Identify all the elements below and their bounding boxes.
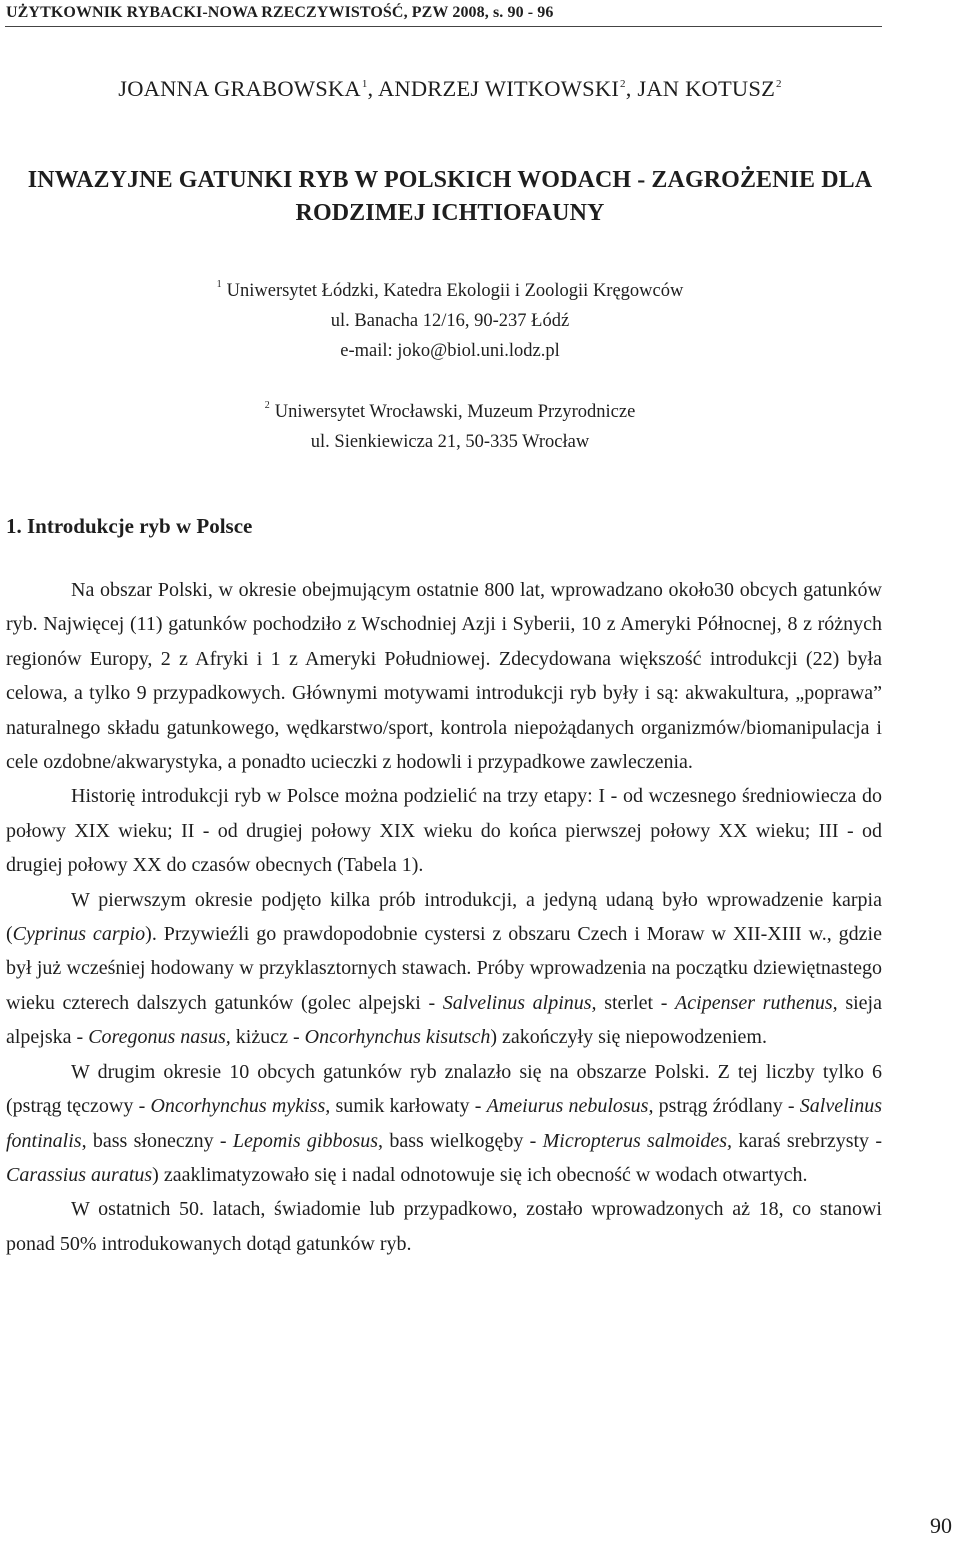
paragraph [6, 883, 882, 1055]
author-affiliation-mark: 2 [776, 78, 782, 90]
text-run: ) zakończyły się niepowodzeniem. [490, 1026, 767, 1049]
text-run: , bass słoneczny - [81, 1129, 233, 1152]
affiliation-name [0, 391, 900, 427]
text-run: sumik karłowaty - [330, 1095, 487, 1118]
paper-title [0, 164, 900, 230]
paragraph [6, 1192, 882, 1261]
species-name: Oncorhynchus kisutsch [304, 1026, 491, 1049]
species-name: Cyprinus carpio [12, 923, 146, 946]
text-run: , bass wielkogęby - [378, 1129, 543, 1152]
text-run: W drugim okresie 10 obcych gatunków ryb znalazło się na obszarze Polski. Z tej liczby tylko 6 (pstrąg tęczowy - [6, 1060, 882, 1118]
text-run: kiżucz - [230, 1026, 305, 1049]
paragraph [6, 779, 882, 882]
paragraph [6, 573, 882, 779]
text-run: Historię introdukcji ryb w Polsce można podzielić na trzy etapy: I - od wczesnego średniowiecza do połowy XIX wieku; II - od drugiej połowy XIX wieku do końca pierwszej połowy XX wieku; III - od drugiej połowy XX do czasów obecnych (Tabela 1). [6, 785, 882, 877]
species-name: Micropterus salmoides, [542, 1129, 733, 1152]
author-affiliation-mark: 2 [620, 78, 626, 90]
paragraph [6, 1055, 882, 1193]
text-run: W ostatnich 50. latach, świadomie lub przypadkowo, zostało wprowadzonych aż 18, co stanowi ponad 50% introdukowanych dotąd gatunków ryb. [6, 1198, 882, 1255]
author-name: ANDRZEJ WITKOWSKI [377, 76, 620, 101]
affiliation-address: ul. Banacha 12/16, 90-237 Łódź [330, 311, 570, 331]
species-name: Lepomis gibbosus [232, 1129, 379, 1152]
species-name: Salvelinus fontinalis [6, 1095, 883, 1152]
page-number: 90 [930, 1513, 952, 1538]
text-run: pstrąg źródlany - [653, 1095, 800, 1118]
text-run: karaś srebrzysty - [732, 1129, 882, 1152]
text-run: sterlet - [596, 991, 676, 1014]
affiliation-name-text: Uniwersytet Wrocławski, Muzeum Przyrodnicze [274, 402, 636, 422]
section-heading: 1. Introdukcje ryb w Polsce [6, 514, 253, 538]
title-line: RODZIMEJ ICHTIOFAUNY [295, 200, 605, 226]
affiliation-email: e-mail: joko@biol.uni.lodz.pl [340, 341, 560, 361]
header-rule [5, 26, 882, 27]
text-run: W pierwszym okresie podjęto kilka prób introdukcji, a jedyną udaną było wprowadzenie karpia ( [6, 888, 882, 946]
author-list [0, 76, 900, 102]
text-run: ). Przywieźli go prawdopodobnie cystersi z obszaru Czech i Moraw w XII-XIII w., gdzie był już wcześniej hodowany w przyklasztornych stawach. Próby wprowadzenia na początku dziewiętnastego wieku czterech dalszych gatunków (golec alpejski - [6, 923, 882, 1014]
author-separator: , [625, 76, 638, 101]
species-name: Coregonus nasus, [88, 1026, 231, 1049]
text-run: ) zaaklimatyzowało się i nadal odnotowuje się ich obecność w wodach otwartych. [152, 1163, 808, 1186]
running-head: UŻYTKOWNIK RYBACKI-NOWA RZECZYWISTOŚĆ, PZW 2008, s. 90 - 96 [6, 4, 554, 21]
species-name: Acipenser ruthenus, [675, 991, 838, 1014]
affiliation-mark: 1 [216, 279, 222, 290]
author-affiliation-mark: 1 [361, 78, 368, 90]
title-line: INWAZYJNE GATUNKI RYB W POLSKICH WODACH - ZAGROŻENIE DLA [27, 167, 873, 193]
author-separator: , [367, 76, 378, 101]
affiliation-2 [0, 391, 900, 457]
affiliation-mark: 2 [264, 400, 270, 411]
affiliation-1 [0, 270, 900, 366]
affiliation-name-text: Uniwersytet Łódzki, Katedra Ekologii i Zoologii Kręgowców [226, 281, 684, 301]
species-name: Carassius auratus [6, 1163, 153, 1186]
text-run: Na obszar Polski, w okresie obejmującym ostatnie 800 lat, wprowadzano około30 obcych gatunków ryb. Najwięcej (11) gatunków pochodziło z Wschodniej Azji i Syberii, 10 z Ameryki Północnej, 8 z różnych regionów Europy, 2 z Afryki i 1 z Ameryki Południowej. Zdecydowana większość introdukcji (22) była celowa, a tylko 9 przypadkowych. Głównymi motywami introdukcji ryb były i są: akwakultura, „poprawa” naturalnego składu gatunkowego, wędkarstwo/sport, kontrola niepożądanych organizmów/biomanipulacja i cele ozdobne/akwarystyka, a ponadto ucieczki z hodowli i przypadkowe zawleczenia. [6, 579, 882, 774]
body-text [6, 573, 882, 1261]
species-name: Oncorhynchus mykiss, [150, 1095, 331, 1118]
author-name: JOANNA GRABOWSKA [118, 76, 361, 101]
author-name: JAN KOTUSZ [637, 76, 776, 101]
text-run: sieja alpejska - [6, 991, 882, 1049]
species-name: Ameiurus nebulosus, [486, 1095, 654, 1118]
affiliation-name [0, 270, 900, 306]
affiliation-address: ul. Sienkiewicza 21, 50-335 Wrocław [310, 432, 590, 452]
species-name: Salvelinus alpinus, [442, 991, 597, 1014]
